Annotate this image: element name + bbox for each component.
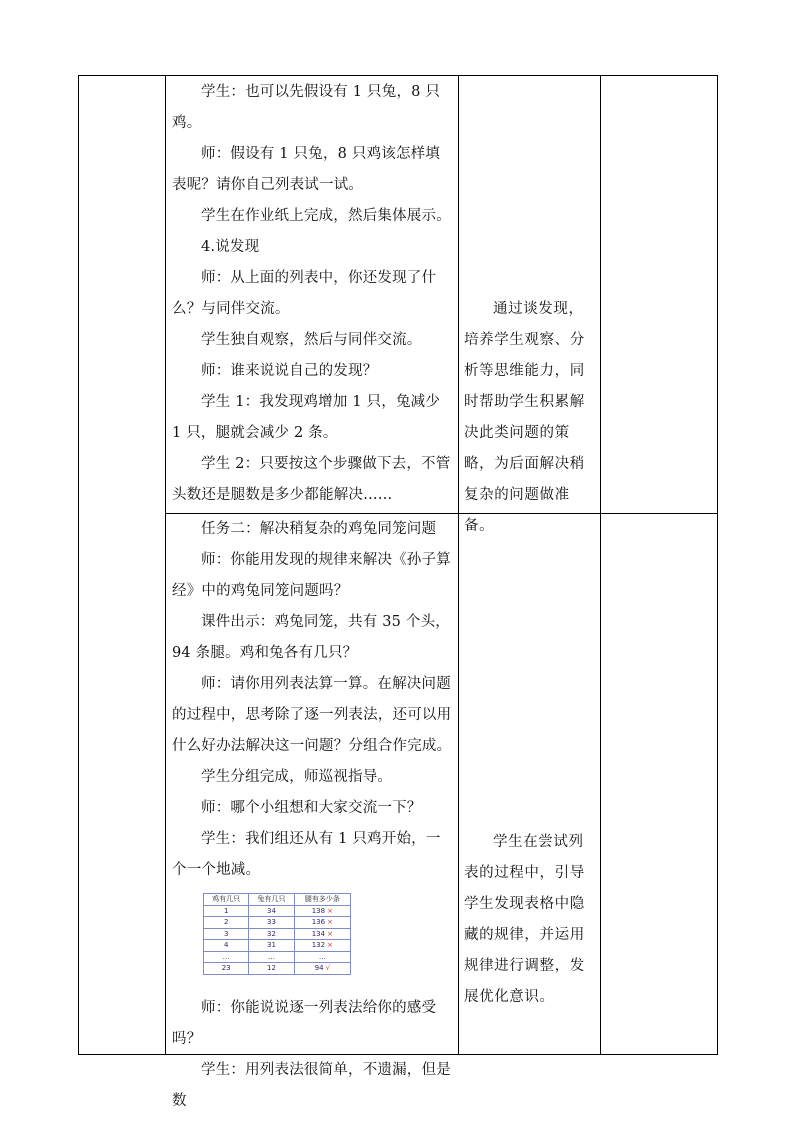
teaching-process-2-continued (172, 993, 453, 1117)
table-row (204, 951, 351, 963)
leg-count: 138 (311, 906, 326, 915)
paragraph: 师：哪个小组想和大家交流一下？ (201, 800, 422, 816)
table-cell: 4 (204, 940, 249, 952)
paragraph: 师：谁来说说自己的发现？ (201, 363, 378, 379)
table-cell: 23 (204, 963, 249, 975)
table-cell: 34 (249, 905, 294, 917)
wrong-mark: × (327, 929, 333, 938)
leg-count: 132 (311, 941, 326, 950)
table-header: 腿有多少条 (294, 894, 350, 906)
column-divider (600, 76, 601, 1054)
paragraph: 学生分组完成，师巡视指导。 (201, 769, 393, 785)
paragraph: 4.说发现 (201, 239, 260, 255)
paragraph: 师：从上面的列表中，你还发现了什么？与同伴交流。 (172, 270, 437, 317)
paragraph: 师：你能用发现的规律来解决《孙子算经》中的鸡兔同笼问题吗？ (172, 552, 451, 599)
table-header: 兔有几只 (249, 894, 294, 906)
chicken-rabbit-list-table (203, 893, 351, 975)
leg-count: 94 (314, 964, 324, 973)
leg-count: … (318, 952, 326, 961)
table-cell (294, 917, 350, 929)
table-cell (294, 951, 350, 963)
teaching-process-1 (172, 77, 453, 511)
design-intent-2: 学生在尝试列表的过程中，引导学生发现表格中隐藏的规律，并运用规律进行调整，发展优化意识。 (464, 834, 585, 1005)
paragraph: 学生 1：我发现鸡增加 1 只，兔减少 1 只，腿就会减少 2 条。 (172, 394, 441, 441)
table-cell: 32 (249, 928, 294, 940)
wrong-mark: × (327, 941, 333, 950)
table-row (204, 928, 351, 940)
paragraph: 学生在作业纸上完成，然后集体展示。 (201, 208, 451, 224)
table-header-row (204, 894, 351, 906)
paragraph: 课件出示：鸡兔同笼，共有 35 个头，94 条腿。鸡和兔各有几只？ (172, 614, 450, 661)
paragraph: 师：假设有 1 只兔，8 只鸡该怎样填表呢？请你自己列表试一试。 (172, 146, 441, 193)
table-cell: 1 (204, 905, 249, 917)
table-cell (294, 905, 350, 917)
table-cell: … (204, 951, 249, 963)
paragraph: 学生：也可以先假设有 1 只兔，8 只鸡。 (172, 84, 441, 131)
table-cell: 12 (249, 963, 294, 975)
paragraph: 学生独自观察，然后与同伴交流。 (201, 332, 422, 348)
design-intent-1: 通过谈发现，培养学生观察、分析等思维能力，同时帮助学生积累解决此类问题的策略，为后面解决稍复杂的问题做准备。 (464, 301, 585, 534)
table-cell: 33 (249, 917, 294, 929)
paragraph: 师：你能说说逐一列表法给你的感受吗？ (172, 1000, 437, 1047)
wrong-mark: × (327, 906, 333, 915)
table-row (204, 917, 351, 929)
table-cell: … (249, 951, 294, 963)
paragraph: 学生：我们组还从有 1 只鸡开始，一个一个地减。 (172, 831, 441, 878)
table-row (204, 963, 351, 975)
paragraph: 师：请你用列表法算一算。在解决问题的过程中，思考除了逐一列表法，还可以用什么好办法解决这一问题？分组合作完成。 (172, 676, 452, 754)
column-divider (458, 76, 459, 1054)
paragraph: 学生 2：只要按这个步骤做下去，不管头数还是腿数是多少都能解决…… (172, 456, 451, 503)
leg-count: 136 (311, 918, 326, 927)
table-cell (294, 963, 350, 975)
table-header: 鸡有几只 (204, 894, 249, 906)
column-divider (165, 76, 166, 1054)
table-cell (294, 940, 350, 952)
check-mark: √ (325, 964, 331, 973)
paragraph: 学生：用列表法很简单，不遗漏，但是数 (172, 1062, 451, 1109)
wrong-mark: × (327, 918, 333, 927)
table-cell: 31 (249, 940, 294, 952)
table-row (204, 940, 351, 952)
teaching-process-2 (172, 514, 453, 886)
table-cell: 2 (204, 917, 249, 929)
leg-count: 134 (311, 929, 326, 938)
table-cell (294, 928, 350, 940)
table-cell: 3 (204, 928, 249, 940)
paragraph: 任务二：解决稍复杂的鸡兔同笼问题 (201, 521, 437, 537)
table-row (204, 905, 351, 917)
